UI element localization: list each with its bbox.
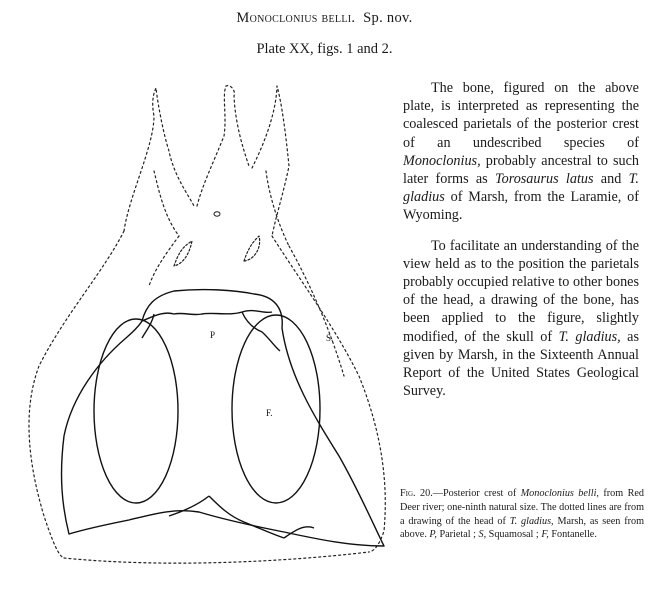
- right-fontanelle: [232, 315, 320, 503]
- title-genus: Monoclonius: [236, 10, 318, 26]
- species-title: [0, 10, 649, 27]
- parietal-outline: [62, 290, 384, 546]
- paragraph-2: To facilitate an understanding of the view held as to the position the parietals probably occupied relative to other bones of the head, a drawing of the bone, has been applied to the figure, slightly modified, of the skull of T. gladius, as given by Marsh, in the Sixteenth Annual Report of the United States Geological Survey.: [403, 237, 639, 400]
- skull-outline-left: [29, 231, 124, 558]
- label-parietal: P: [210, 330, 216, 340]
- paragraph-1: The bone, figured on the above plate, is interpreted as representing the coalesced parietals of the posterior crest of an undescribed species of Monoclonius, probably ancestral to such later forms as Torosaurus latus and T. gladius of Marsh, from the Laramie, of Wyoming.: [403, 80, 639, 224]
- title-note: Sp. nov.: [363, 10, 413, 26]
- left-horn-outline: [124, 88, 194, 231]
- left-fontanelle: [94, 319, 178, 503]
- page-header: [0, 10, 649, 58]
- skull-figure: [14, 76, 394, 576]
- skull-drawing: [14, 76, 394, 576]
- plate-reference: Plate XX, figs. 1 and 2.: [256, 41, 393, 57]
- figure-caption: Fig. 20.—Posterior crest of Monoclonius belli, from Red Deer river; one-ninth natural size. The dotted lines are from a drawing of the head of T. gladius, Marsh, as seen from above. P, Parietal ; S, Squamosal ; F, Fontanelle.: [400, 488, 644, 541]
- right-horn-outline: [252, 86, 289, 236]
- body-text: [403, 79, 639, 412]
- label-squamosal: S.: [326, 333, 334, 343]
- skull-outline-right: [272, 236, 385, 552]
- title-species: belli.: [321, 10, 356, 26]
- label-fontanelle: F.: [266, 408, 273, 418]
- nasal-horn-outline: [197, 86, 249, 206]
- skull-outline-bottom: [64, 552, 369, 563]
